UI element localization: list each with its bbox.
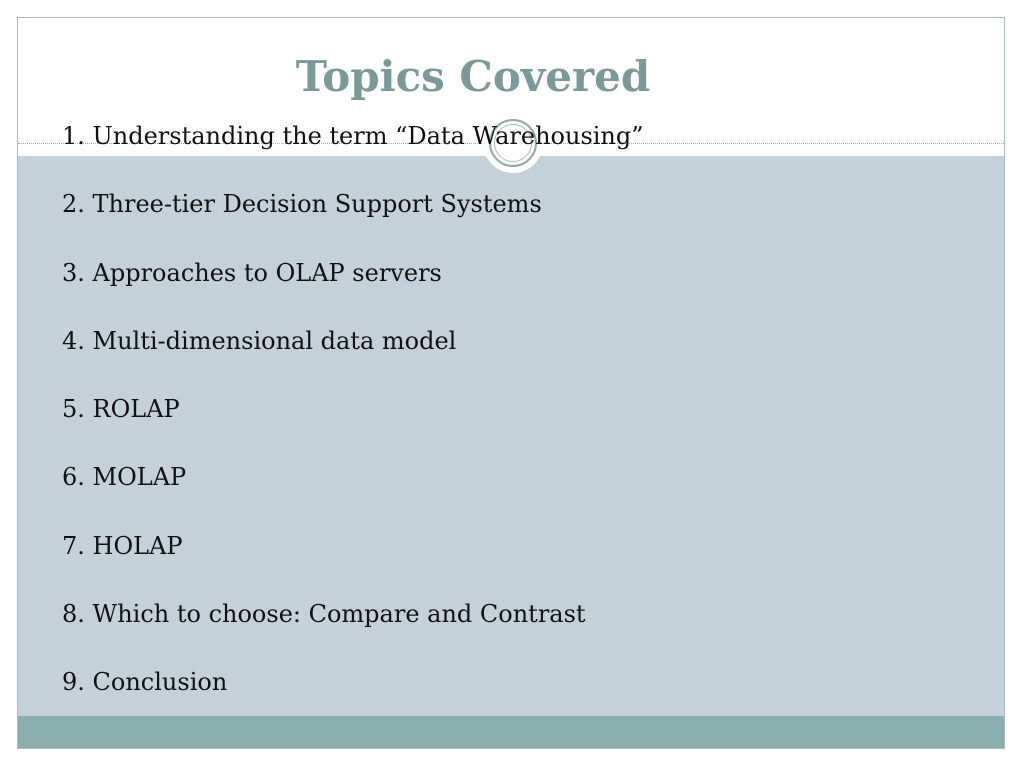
topic-item: 6. MOLAP bbox=[62, 463, 187, 492]
topic-item: 5. ROLAP bbox=[62, 395, 180, 424]
slide bbox=[17, 17, 1005, 749]
topic-item: 8. Which to choose: Compare and Contrast bbox=[62, 600, 586, 629]
topic-item: 9. Conclusion bbox=[62, 668, 228, 697]
topic-item: 2. Three-tier Decision Support Systems bbox=[62, 190, 542, 219]
topic-item: 7. HOLAP bbox=[62, 531, 183, 560]
slide-title: Topics Covered bbox=[295, 52, 651, 101]
topic-item: 3. Approaches to OLAP servers bbox=[62, 258, 442, 287]
topic-item: 4. Multi-dimensional data model bbox=[62, 326, 457, 355]
topic-item: 1. Understanding the term “Data Warehousing” bbox=[62, 122, 644, 150]
topic-list bbox=[62, 118, 644, 733]
